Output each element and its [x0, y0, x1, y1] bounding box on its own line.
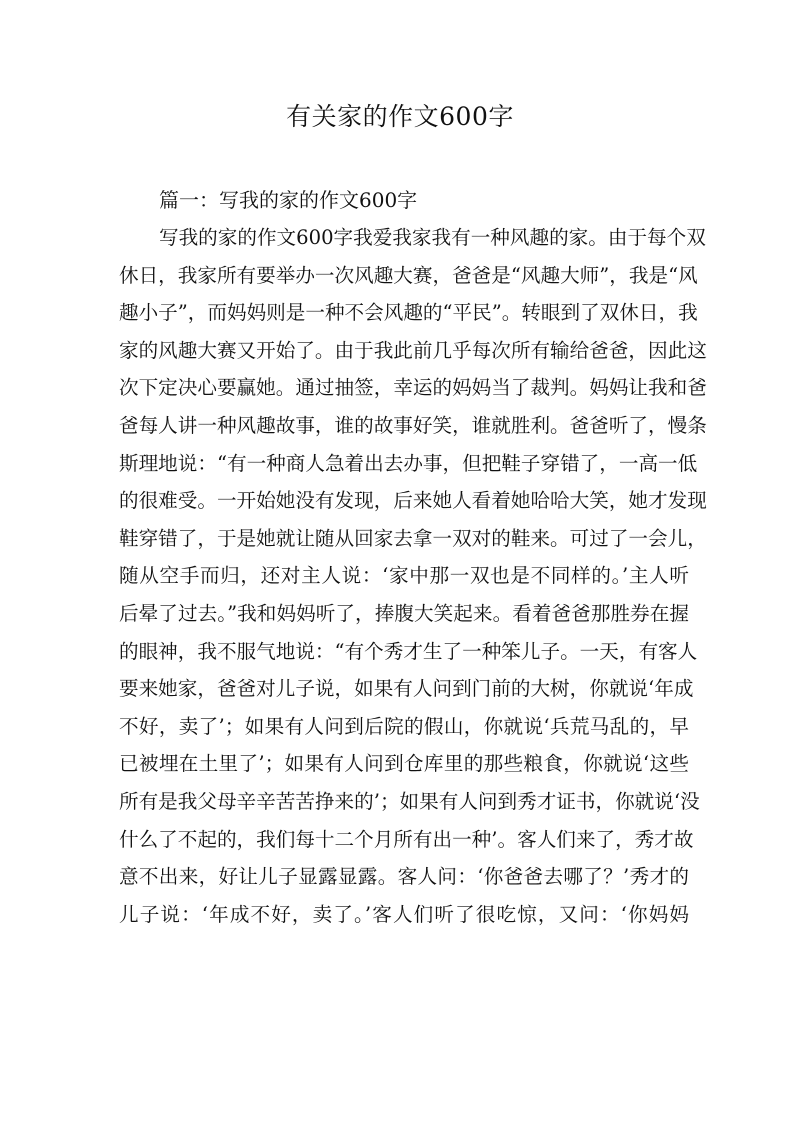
essay-line: 随从空手而归，还对主人说：‘家中那一双也是不同样的。’主人听	[119, 564, 689, 588]
essay-line: 所有是我父母辛辛苦苦挣来的’；如果有人问到秀才证书，你就说‘没	[119, 789, 700, 813]
essay-line: 后晕了过去。”我和妈妈听了，捧腹大笑起来。看着爸爸那胜券在握	[119, 601, 689, 625]
document-title: 有关家的作文600字	[286, 102, 514, 131]
essay-line: 的眼神，我不服气地说：“有个秀才生了一种笨儿子。一天，有客人	[119, 639, 698, 663]
essay-line: 写我的家的作文600字我爱我家我有一种风趣的家。由于每个双	[159, 226, 706, 249]
essay-line: 儿子说：‘年成不好，卖了。’客人们听了很吃惊，又问：‘你妈妈	[119, 902, 689, 926]
essay-line: 意不出来，好让儿子显露显露。客人问：‘你爸爸去哪了？’秀才的	[119, 865, 689, 889]
essay-line: 已被埋在土里了’；如果有人问到仓库里的那些粮食，你就说‘这些	[119, 752, 689, 776]
essay-line: 休日，我家所有要举办一次风趣大赛，爸爸是“风趣大师”，我是“风	[119, 263, 698, 287]
essay-line: 趣小子”，而妈妈则是一种不会风趣的“平民”。转眼到了双休日，我	[119, 301, 698, 325]
essay-line: 鞋穿错了，于是她就让随从回家去拿一双对的鞋来。可过了一会儿，	[119, 526, 707, 550]
essay-line: 次下定决心要赢她。通过抽签，幸运的妈妈当了裁判。妈妈让我和爸	[119, 376, 707, 400]
essay-line: 爸每人讲一种风趣故事，谁的故事好笑，谁就胜利。爸爸听了，慢条	[119, 413, 707, 437]
essay-body	[119, 219, 707, 933]
essay-line: 要来她家，爸爸对儿子说，如果有人问到门前的大树，你就说‘年成	[119, 677, 694, 701]
essay-line: 什么了不起的，我们每十二个月所有出一种’。客人们来了，秀才故	[119, 827, 694, 851]
essay-line: 斯理地说：“有一种商人急着出去办事，但把鞋子穿错了，一高一低	[119, 451, 698, 475]
section-heading: 篇一：写我的家的作文600字	[159, 188, 418, 212]
essay-line: 的很难受。一开始她没有发现，后来她人看着她哈哈大笑，她才发现	[119, 489, 707, 513]
essay-line: 不好，卖了’；如果有人问到后院的假山，你就说‘兵荒马乱的，早	[119, 714, 689, 738]
essay-line: 家的风趣大赛又开始了。由于我此前几乎每次所有输给爸爸，因此这	[119, 338, 707, 362]
